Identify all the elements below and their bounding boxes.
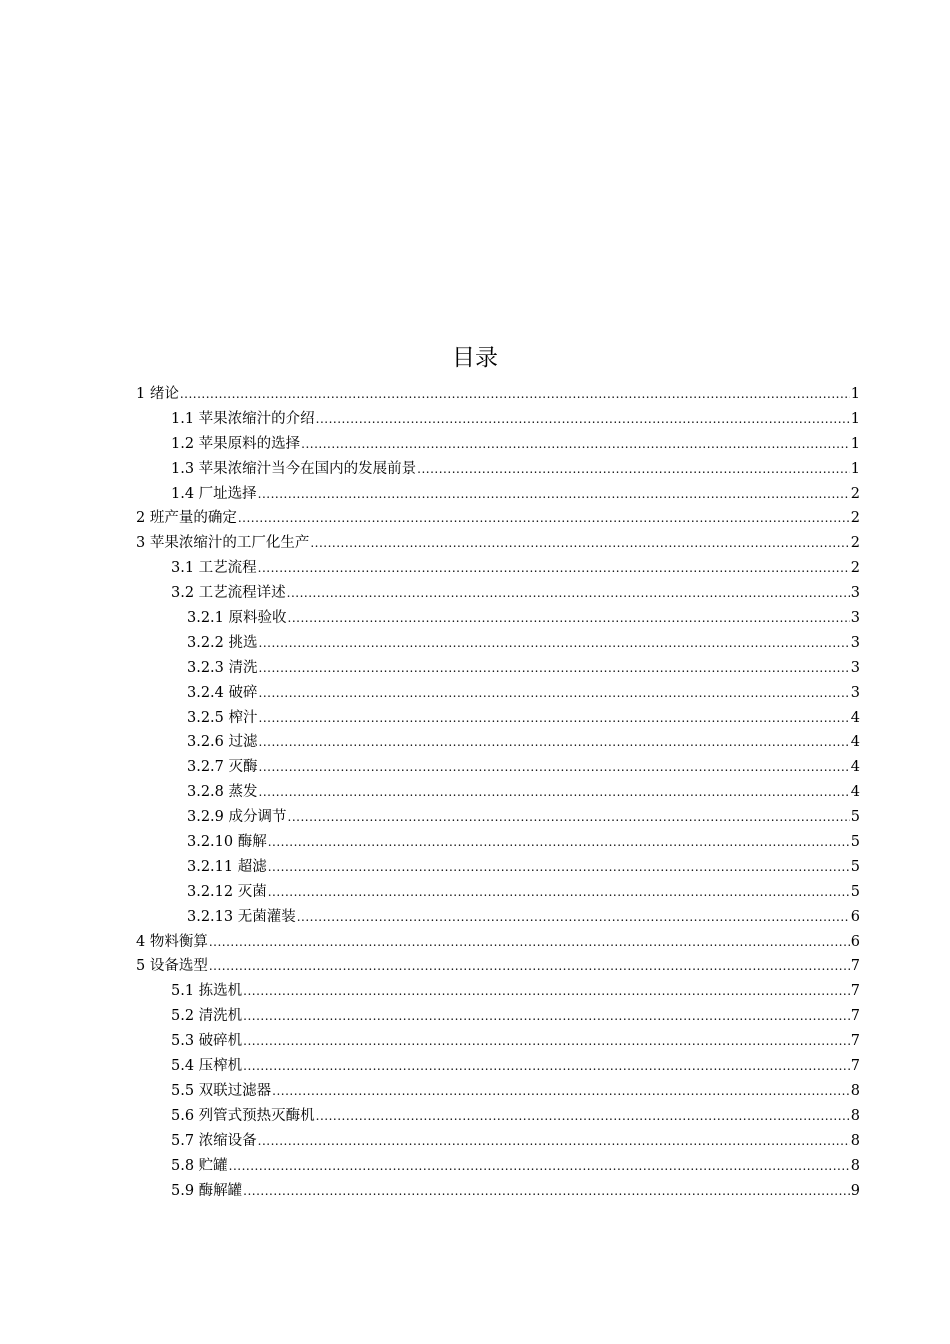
toc-entry-label: 3.2.8 蒸发 — [187, 784, 258, 801]
toc-dot-leader — [180, 382, 850, 407]
toc-entry[interactable] — [136, 581, 860, 606]
toc-entry-page-number: 7 — [850, 1033, 860, 1050]
toc-dot-leader — [297, 905, 850, 930]
toc-entry-page-number: 1 — [850, 435, 860, 452]
toc-entry[interactable] — [136, 805, 860, 830]
toc-entry-label: 1.2 苹果原料的选择 — [171, 435, 301, 452]
toc-entry[interactable] — [136, 730, 860, 755]
toc-dot-leader — [268, 855, 850, 880]
toc-title: 目录 — [452, 345, 498, 371]
toc-dot-leader — [301, 432, 850, 457]
toc-entry-label: 1.3 苹果浓缩汁当今在国内的发展前景 — [171, 460, 417, 477]
toc-entry-label: 3.2.2 挑选 — [187, 634, 258, 651]
toc-entry-page-number: 8 — [850, 1132, 860, 1149]
toc-entry[interactable] — [136, 1054, 860, 1079]
toc-dot-leader — [268, 880, 850, 905]
toc-entry[interactable] — [136, 755, 860, 780]
toc-entry-label: 3 苹果浓缩汁的工厂化生产 — [136, 535, 310, 552]
toc-entry[interactable] — [136, 979, 860, 1004]
toc-entry[interactable] — [136, 432, 860, 457]
toc-entry-label: 4 物料衡算 — [136, 933, 208, 950]
toc-entry-label: 3.2.10 酶解 — [187, 834, 267, 851]
toc-entry[interactable] — [136, 482, 860, 507]
toc-entry-page-number: 2 — [850, 535, 860, 552]
toc-entry-page-number: 5 — [850, 834, 860, 851]
toc-entry-label: 5.1 拣选机 — [171, 983, 243, 1000]
toc-entry-label: 3.2.12 灭菌 — [187, 883, 267, 900]
toc-entry[interactable] — [136, 880, 860, 905]
toc-entry[interactable] — [136, 457, 860, 482]
toc-entry-label: 3.2.6 过滤 — [187, 734, 258, 751]
toc-entry-page-number: 1 — [850, 410, 860, 427]
toc-entry-page-number: 5 — [850, 858, 860, 875]
toc-dot-leader — [316, 407, 850, 432]
toc-entry-label: 5.3 破碎机 — [171, 1033, 243, 1050]
toc-entry-page-number: 7 — [850, 1058, 860, 1075]
toc-dot-leader — [287, 581, 850, 606]
toc-entry-label: 5.7 浓缩设备 — [171, 1132, 257, 1149]
toc-entry-page-number: 7 — [850, 1008, 860, 1025]
toc-entry-page-number: 2 — [850, 560, 860, 577]
toc-entry-label: 5.8 贮罐 — [171, 1157, 228, 1174]
toc-entry-page-number: 5 — [850, 883, 860, 900]
toc-entry[interactable] — [136, 905, 860, 930]
toc-entry-page-number: 2 — [850, 485, 860, 502]
toc-dot-leader — [258, 1129, 850, 1154]
toc-dot-leader — [272, 1079, 850, 1104]
toc-entry-label: 5 设备选型 — [136, 958, 208, 975]
toc-entry[interactable] — [136, 1004, 860, 1029]
toc-entry[interactable] — [136, 1179, 860, 1204]
toc-entry[interactable] — [136, 1029, 860, 1054]
toc-dot-leader — [243, 1029, 850, 1054]
toc-entry-label: 1 绪论 — [136, 386, 179, 402]
toc-entry-page-number: 3 — [850, 634, 860, 651]
toc-entry-label: 5.2 清洗机 — [171, 1008, 243, 1025]
toc-dot-leader — [417, 457, 850, 482]
toc-entry-page-number: 4 — [850, 709, 860, 726]
toc-entry-page-number: 4 — [850, 759, 860, 776]
toc-dot-leader — [259, 656, 850, 681]
toc-entry[interactable] — [136, 506, 860, 531]
toc-entry-page-number: 1 — [850, 386, 860, 402]
toc-entry-page-number: 8 — [850, 1082, 860, 1099]
toc-entry-page-number: 7 — [850, 983, 860, 1000]
toc-dot-leader — [258, 482, 850, 507]
toc-entry[interactable] — [136, 1079, 860, 1104]
toc-entry[interactable] — [136, 531, 860, 556]
toc-entry-label: 5.4 压榨机 — [171, 1058, 243, 1075]
toc-entry-page-number: 4 — [850, 734, 860, 751]
toc-entry-page-number: 6 — [850, 908, 860, 925]
toc-entry[interactable] — [136, 656, 860, 681]
toc-entry-page-number: 3 — [850, 585, 860, 602]
toc-entry[interactable] — [136, 631, 860, 656]
toc-entry-label: 3.2.1 原料验收 — [187, 610, 287, 627]
toc-entry-label: 3.2.9 成分调节 — [187, 809, 287, 826]
toc-dot-leader — [258, 556, 850, 581]
toc-list — [136, 382, 860, 1203]
toc-entry[interactable] — [136, 1129, 860, 1154]
toc-entry-label: 1.1 苹果浓缩汁的介绍 — [171, 410, 315, 427]
toc-entry-label: 3.2.4 破碎 — [187, 684, 258, 701]
toc-entry[interactable] — [136, 681, 860, 706]
toc-entry-page-number: 3 — [850, 684, 860, 701]
toc-dot-leader — [229, 1154, 850, 1179]
toc-entry-page-number: 3 — [850, 610, 860, 627]
toc-dot-leader — [243, 1004, 850, 1029]
toc-entry-label: 3.2 工艺流程详述 — [171, 585, 286, 602]
toc-entry[interactable] — [136, 855, 860, 880]
toc-dot-leader — [243, 1054, 850, 1079]
toc-dot-leader — [209, 954, 850, 979]
toc-dot-leader — [209, 930, 850, 955]
toc-dot-leader — [259, 780, 850, 805]
toc-entry[interactable] — [136, 382, 860, 407]
toc-dot-leader — [310, 531, 849, 556]
toc-entry[interactable] — [136, 954, 860, 979]
toc-entry-label: 2 班产量的确定 — [136, 510, 237, 527]
toc-entry[interactable] — [136, 556, 860, 581]
toc-entry-label: 3.2.3 清洗 — [187, 659, 258, 676]
toc-dot-leader — [268, 830, 850, 855]
toc-dot-leader — [259, 755, 850, 780]
toc-entry-page-number: 6 — [850, 933, 860, 950]
toc-entry-page-number: 9 — [850, 1182, 860, 1199]
toc-dot-leader — [259, 730, 850, 755]
toc-entry-page-number: 7 — [850, 958, 860, 975]
toc-dot-leader — [259, 631, 850, 656]
toc-dot-leader — [288, 805, 850, 830]
toc-entry-page-number: 3 — [850, 659, 860, 676]
toc-entry-page-number: 4 — [850, 784, 860, 801]
toc-entry-label: 5.5 双联过滤器 — [171, 1082, 272, 1099]
toc-dot-leader — [238, 506, 850, 531]
toc-entry-label: 3.2.11 超滤 — [187, 858, 267, 875]
toc-entry-label: 3.2.13 无菌灌装 — [187, 908, 296, 925]
toc-entry[interactable] — [136, 1154, 860, 1179]
toc-entry-label: 3.2.7 灭酶 — [187, 759, 258, 776]
toc-entry-label: 3.2.5 榨汁 — [187, 709, 258, 726]
toc-entry[interactable] — [136, 706, 860, 731]
toc-dot-leader — [243, 979, 850, 1004]
toc-entry[interactable] — [136, 1104, 860, 1129]
toc-entry-label: 3.1 工艺流程 — [171, 560, 257, 577]
toc-dot-leader — [259, 681, 850, 706]
toc-entry-label: 5.6 列管式预热灭酶机 — [171, 1107, 315, 1124]
toc-dot-leader — [288, 606, 850, 631]
toc-entry-page-number: 5 — [850, 809, 860, 826]
toc-entry-label: 1.4 厂址选择 — [171, 485, 257, 502]
toc-entry[interactable] — [136, 606, 860, 631]
toc-entry[interactable] — [136, 930, 860, 955]
toc-dot-leader — [316, 1104, 850, 1129]
toc-entry-page-number: 8 — [850, 1107, 860, 1124]
toc-entry[interactable] — [136, 780, 860, 805]
toc-entry-page-number: 2 — [850, 510, 860, 527]
toc-entry[interactable] — [136, 830, 860, 855]
toc-entry[interactable] — [136, 407, 860, 432]
toc-entry-page-number: 1 — [850, 460, 860, 477]
toc-entry-page-number: 8 — [850, 1157, 860, 1174]
toc-entry-label: 5.9 酶解罐 — [171, 1182, 243, 1199]
toc-dot-leader — [259, 706, 850, 731]
toc-dot-leader — [243, 1179, 850, 1204]
